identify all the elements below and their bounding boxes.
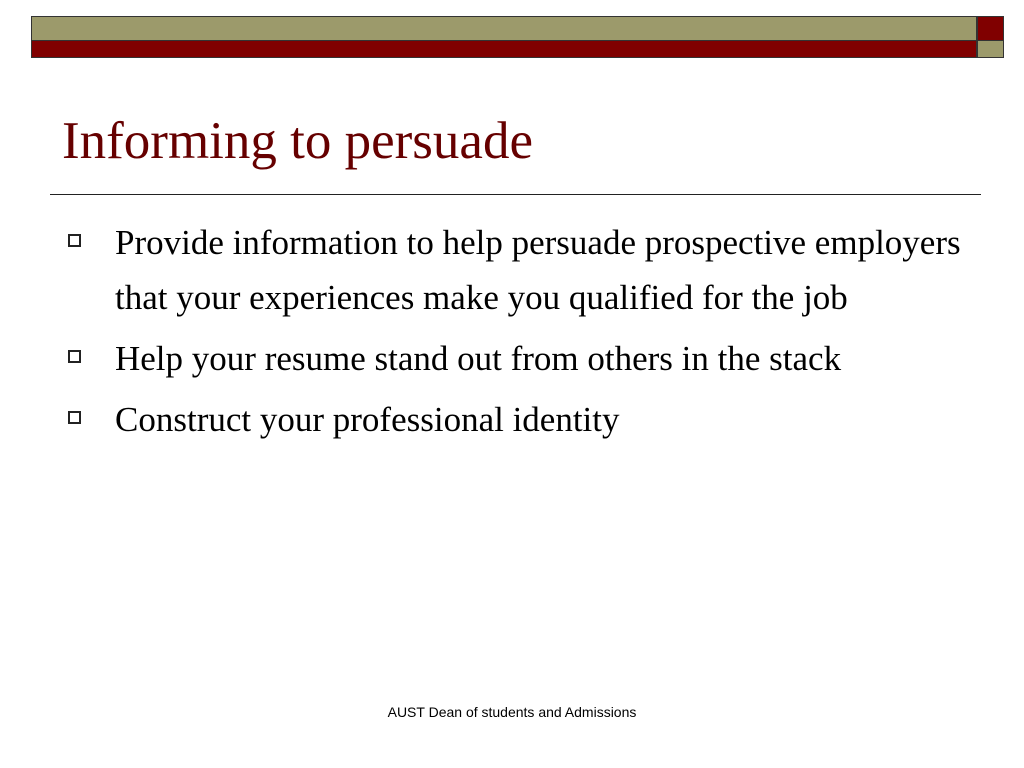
bullet-item bbox=[60, 215, 965, 325]
title-divider bbox=[50, 194, 981, 195]
slide-title: Informing to persuade bbox=[62, 112, 533, 170]
bullet-item bbox=[60, 392, 965, 447]
bullet-item bbox=[60, 331, 965, 386]
hollow-square-icon bbox=[68, 411, 81, 424]
bullet-list bbox=[60, 215, 965, 453]
bullet-text: Provide information to help persuade prospective employers that your experiences make you qualified for the job bbox=[115, 223, 961, 317]
corner-square-olive bbox=[977, 41, 1004, 58]
header-band-maroon bbox=[31, 41, 977, 58]
corner-square-maroon bbox=[977, 16, 1004, 41]
hollow-square-icon bbox=[68, 234, 81, 247]
bullet-text: Help your resume stand out from others in the stack bbox=[115, 339, 842, 378]
slide-footer: AUST Dean of students and Admissions bbox=[387, 704, 637, 720]
hollow-square-icon bbox=[68, 350, 81, 363]
bullet-text: Construct your professional identity bbox=[115, 400, 620, 439]
header-band-olive bbox=[31, 16, 977, 41]
